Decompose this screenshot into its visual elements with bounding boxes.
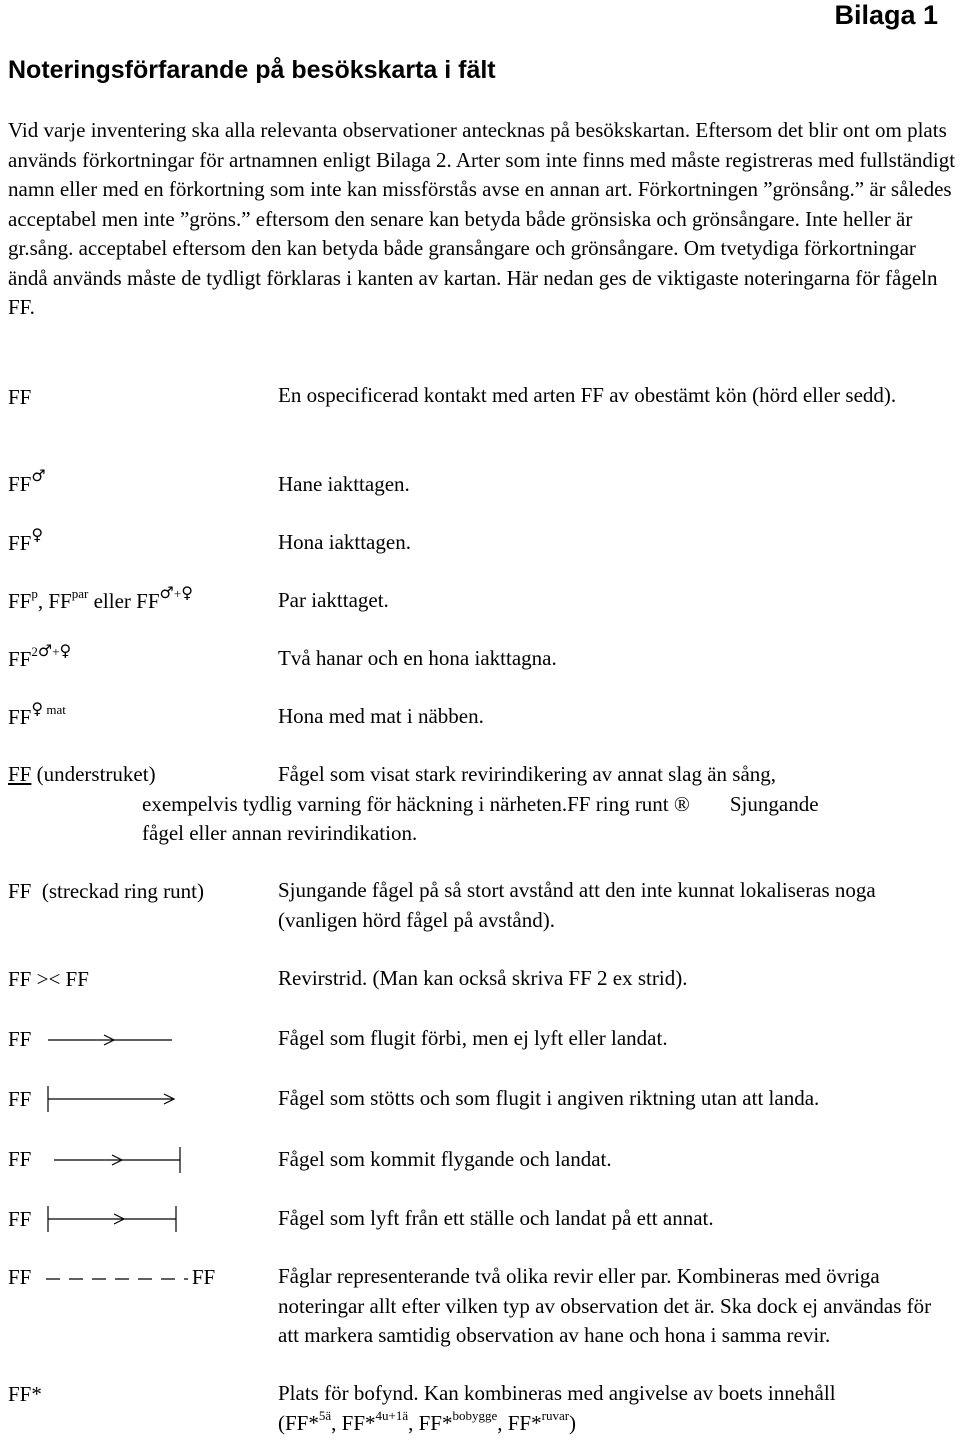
landed-arrow-icon [52,1145,184,1175]
female-symbol: ♀ [31,525,44,544]
code-flushed [8,1085,31,1113]
desc-flyby: Fågel som flugit förbi, men ej lyft eller landat. [278,1026,668,1050]
code-text: FF [8,705,32,729]
female-symbol: ♀ [181,583,193,602]
desc-dispute: Revirstrid. (Man kan också skriva FF 2 ex strid). [278,966,688,990]
code-text: FF [8,879,32,903]
desc-two-males: Två hanar och en hona iakttagna. [278,646,557,670]
male-symbol: ♂ [37,641,53,660]
appendix-label: Bilaga 1 [834,0,938,30]
desc-two-territories: Fåglar representerande två olika revir eller par. Kombineras med övriga noteringar allt efter vilken typ av observation det är. Ska dock ej användas för att markera samtidig observation av hane och hona i samma revir. [278,1264,932,1347]
desc-underlined-line1: Fågel som visat stark revirindikering av annat slag än sång, [278,762,777,786]
code-text: FF [8,1207,32,1231]
code-text: FF [8,531,32,555]
separator: , FF* [408,1410,453,1435]
desc-nest-line1: Plats för bofynd. Kan kombineras med angivelse av boets innehåll [278,1381,836,1405]
moved-arrow-icon [46,1204,180,1234]
code-plain [8,383,31,411]
desc-moved: Fågel som lyft från ett ställe och landat på ett annat. [278,1206,714,1230]
desc-flushed: Fågel som stötts och som flugit i angiven riktning utan att landa. [278,1086,820,1110]
plus-sign: + [173,586,182,601]
desc-male: Hane iakttagen. [278,472,410,496]
sup-ruvar: ruvar [541,1407,570,1423]
desc-female: Hona iakttagen. [278,530,411,554]
code-male [8,466,46,500]
code-text: FF [8,472,32,496]
code-text: FF [8,967,32,991]
label-underlined: (understruket) [36,762,156,786]
female-symbol: ♀ [59,641,72,660]
page-title: Noteringsförfarande på besökskarta i fält [8,56,496,84]
sup-bobygge: bobygge [452,1407,498,1423]
code-text: FF [8,1147,32,1171]
sup-p: p [31,586,38,601]
dispute-operator: >< [36,967,61,991]
code-text: FF [191,1265,216,1289]
desc-plain: En ospecificerad kontakt med arten FF av obestämt kön (hörd eller sedd). [278,383,897,407]
registered-symbol: ® [673,791,690,816]
sup-par: par [71,586,89,601]
sup-number: 2 [31,644,38,659]
flyby-arrow-icon [46,1030,176,1050]
desc-pair: Par iakttaget. [278,588,389,612]
desc-landed: Fågel som kommit flygande och landat. [278,1147,612,1171]
code-moved [8,1205,31,1233]
sup-4u1a: 4u+1ä [375,1407,409,1423]
code-text: FF [8,385,32,409]
nest-example-close: ) [569,1410,577,1435]
desc-nest [278,1379,956,1440]
desc-underlined-line2b: Sjungande [729,791,819,816]
code-text: FF [8,589,32,613]
separator: eller [88,589,137,613]
code-dispute [8,965,89,993]
male-symbol: ♂ [159,583,174,602]
code-nest: FF* [8,1382,42,1406]
desc-underlined-line2: exempelvis tydlig varning för häckning i närheten.FF ring runt [142,791,669,816]
code-text: FF [8,1265,32,1289]
code-dashed-ring [8,877,204,905]
code-female-food [8,699,66,734]
desc-dashed-ring: Sjungande fågel på så stort avstånd att den inte kunnat lokaliseras noga (vanligen hörd fågel på avstånd). [278,878,876,932]
code-text: FF [48,589,72,613]
label-dashed-ring: (streckad ring runt) [41,879,204,903]
separator: , [37,589,49,613]
plus-sign: + [52,644,60,659]
desc-female-food: Hona med mat i näbben. [278,704,484,728]
separator: , FF* [331,1410,376,1435]
code-female [8,525,44,559]
desc-underlined-line3: fågel eller annan revirindikation. [142,821,418,845]
code-flyby [8,1025,31,1053]
sup-mat: mat [43,702,66,717]
female-symbol: ♀ [31,699,44,718]
male-symbol: ♂ [31,466,46,485]
code-two-males [8,641,72,676]
code-text: FF [8,647,32,671]
dashed-separator-icon [44,1269,192,1289]
code-text: FF [8,1027,32,1051]
intro-paragraph: Vid varje inventering ska alla relevanta observationer antecknas på besökskartan. Eftersom det blir ont om plats används förkortningar för artnamnen enligt Bilaga 2. Arter som inte finns med måste registreras med fullständigt namn eller med en förkortning som inte kan missförstås avse en annan art. Förkortningen ”grönsång.” är således acceptabel men inte ”gröns.” eftersom den senare kan betyda både grönsiska och grönsångare. Inte heller är gr.sång. acceptabel eftersom den kan betyda både gransångare och grönsångare. Om tvetydiga förkortningar ändå används måste de tydligt förklaras i kanten av kartan. Här nedan ges de viktigaste noteringarna för fågeln FF. [8,118,956,319]
nest-example-open: (FF* [278,1410,319,1435]
separator: , FF* [497,1410,542,1435]
code-pair [8,583,193,618]
code-text: FF [65,967,89,991]
row-underlined [8,760,958,849]
code-text: FF [136,589,160,613]
code-underlined: FF [8,762,32,786]
flushed-arrow-icon [46,1084,180,1114]
code-landed [8,1145,31,1173]
sup-5a: 5ä [318,1407,332,1423]
code-text: FF [8,1087,32,1111]
